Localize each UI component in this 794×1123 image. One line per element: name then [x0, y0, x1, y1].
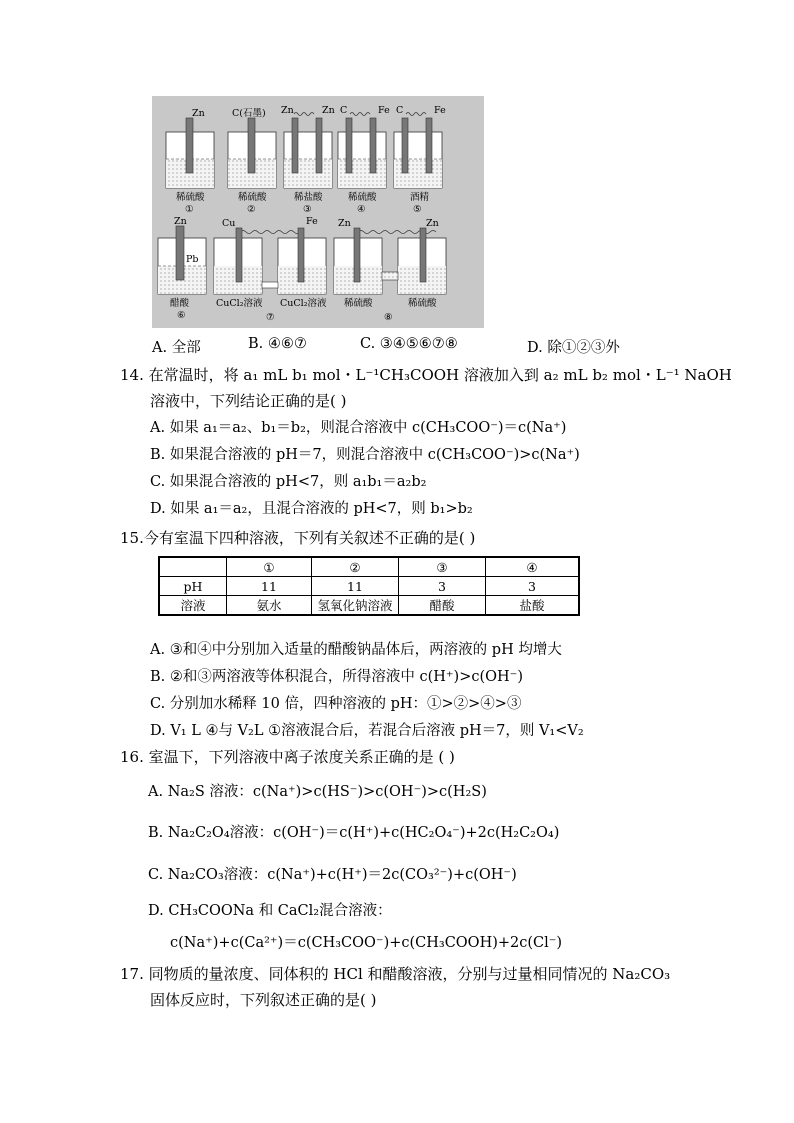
- svg-text:Zn: Zn: [174, 216, 187, 227]
- cell-4: [338, 105, 390, 215]
- svg-text:稀硫酸: 稀硫酸: [238, 192, 267, 203]
- q14-option-d[interactable]: D. 如果 a₁＝a₂，且混合溶液的 pH<7，则 b₁>b₂: [150, 501, 473, 517]
- svg-text:CuCl₂溶液: CuCl₂溶液: [280, 298, 327, 309]
- table-cell: 氨水: [227, 596, 312, 616]
- cell-2: [228, 108, 276, 215]
- cell-6: [158, 216, 206, 321]
- svg-text:C: C: [340, 105, 348, 116]
- svg-text:Fe: Fe: [378, 105, 390, 116]
- table-cell: 3: [486, 577, 580, 596]
- svg-text:Fe: Fe: [434, 105, 446, 116]
- q15-stem: 15.今有室温下四种溶液，下列有关叙述不正确的是( ): [120, 529, 476, 547]
- svg-text:酒精: 酒精: [410, 192, 430, 203]
- q13-option-a[interactable]: A. 全部: [152, 340, 201, 356]
- svg-text:稀硫酸: 稀硫酸: [408, 298, 437, 309]
- svg-text:醋酸: 醋酸: [170, 298, 190, 309]
- svg-text:⑦: ⑦: [266, 312, 275, 323]
- q16-option-d-formula: c(Na⁺)+c(Ca²⁺)＝c(CH₃COO⁻)+c(CH₃COOH)+2c(Cl⁻): [170, 935, 563, 951]
- svg-text:Pb: Pb: [186, 254, 199, 265]
- table-row: [159, 596, 579, 616]
- svg-text:稀硫酸: 稀硫酸: [176, 192, 205, 203]
- table-cell: 11: [312, 577, 399, 596]
- table-cell: ④: [486, 557, 580, 577]
- cell-7: [214, 216, 327, 323]
- q14-option-b[interactable]: B. 如果混合溶液的 pH＝7，则混合溶液中 c(CH₃COO⁻)>c(Na⁺): [150, 447, 580, 463]
- q14-stem-line1: 14. 在常温时，将 a₁ mL b₁ mol・L⁻¹CH₃COOH 溶液加入到 a₂ mL b₂ mol・L⁻¹ NaOH: [120, 366, 732, 384]
- cells-figure: [152, 96, 484, 328]
- svg-text:C: C: [396, 105, 404, 116]
- q16-option-c[interactable]: C. Na₂CO₃溶液：c(Na⁺)+c(H⁺)＝2c(CO₃²⁻)+c(OH⁻): [148, 867, 517, 883]
- q16-option-b[interactable]: B. Na₂C₂O₄溶液：c(OH⁻)＝c(H⁺)+c(HC₂O₄⁻)+2c(H₂C₂O₄): [148, 825, 560, 841]
- q13-option-c[interactable]: C. ③④⑤⑥⑦⑧: [360, 336, 458, 352]
- ph-table: [158, 556, 580, 616]
- q16-stem: 16. 室温下，下列溶液中离子浓度关系正确的是 ( ): [120, 748, 455, 766]
- q14-option-a[interactable]: A. 如果 a₁＝a₂、b₁＝b₂，则混合溶液中 c(CH₃COO⁻)＝c(Na⁺): [150, 420, 567, 436]
- q14-stem-line2: 溶液中，下列结论正确的是( ): [150, 392, 347, 410]
- table-cell: 溶液: [159, 596, 227, 616]
- cell-5: [394, 105, 446, 215]
- table-cell: [159, 557, 227, 577]
- svg-text:稀盐酸: 稀盐酸: [294, 192, 323, 203]
- q16-option-d[interactable]: D. CH₃COONa 和 CaCl₂混合溶液：: [148, 903, 392, 919]
- q14-option-c[interactable]: C. 如果混合溶液的 pH<7，则 a₁b₁＝a₂b₂: [150, 474, 427, 490]
- q15-option-c[interactable]: C. 分别加水稀释 10 倍，四种溶液的 pH：①>②>④>③: [150, 696, 522, 712]
- q15-option-d[interactable]: D. V₁ L ④与 V₂L ①溶液混合后，若混合后溶液 pH＝7，则 V₁<V₂: [150, 723, 584, 739]
- svg-text:④: ④: [357, 204, 366, 215]
- svg-text:③: ③: [303, 204, 312, 215]
- svg-text:Zn: Zn: [426, 218, 439, 229]
- q15-option-a[interactable]: A. ③和④中分别加入适量的醋酸钠晶体后，两溶液的 pH 均增大: [150, 642, 562, 658]
- table-cell: pH: [159, 577, 227, 596]
- svg-text:⑧: ⑧: [384, 312, 393, 323]
- table-row: [159, 577, 579, 596]
- table-cell: ②: [312, 557, 399, 577]
- cell-8: [334, 218, 446, 323]
- table-cell: 氢氧化钠溶液: [312, 596, 399, 616]
- svg-text:⑤: ⑤: [413, 204, 422, 215]
- cell-3: [281, 105, 335, 215]
- svg-text:Cu: Cu: [222, 218, 236, 229]
- svg-text:C(石墨): C(石墨): [232, 108, 266, 119]
- q17-stem-line2: 固体反应时，下列叙述正确的是( ): [150, 991, 377, 1009]
- svg-text:Fe: Fe: [306, 216, 318, 227]
- cells-diagram: [152, 96, 484, 328]
- svg-text:Zn: Zn: [281, 105, 294, 116]
- table-header-row: [159, 557, 579, 577]
- svg-text:①: ①: [185, 204, 194, 215]
- q17-stem-line1: 17. 同物质的量浓度、同体积的 HCl 和醋酸溶液，分别与过量相同情况的 Na₂CO₃: [120, 965, 671, 983]
- table-cell: ①: [227, 557, 312, 577]
- q16-option-a[interactable]: A. Na₂S 溶液：c(Na⁺)>c(HS⁻)>c(OH⁻)>c(H₂S): [148, 784, 487, 800]
- svg-text:稀硫酸: 稀硫酸: [344, 298, 373, 309]
- table-cell: 醋酸: [399, 596, 486, 616]
- svg-text:Zn: Zn: [322, 105, 335, 116]
- table-cell: 盐酸: [486, 596, 580, 616]
- q13-option-b[interactable]: B. ④⑥⑦: [248, 336, 307, 352]
- svg-text:CuCl₂溶液: CuCl₂溶液: [216, 298, 263, 309]
- q15-option-b[interactable]: B. ②和③两溶液等体积混合，所得溶液中 c(H⁺)>c(OH⁻): [150, 669, 523, 685]
- q13-option-d[interactable]: D. 除①②③外: [527, 340, 620, 356]
- cell-1: [166, 108, 214, 215]
- table-cell: ③: [399, 557, 486, 577]
- svg-text:Zn: Zn: [338, 218, 351, 229]
- svg-text:⑥: ⑥: [177, 310, 186, 321]
- svg-text:②: ②: [247, 204, 256, 215]
- svg-text:稀硫酸: 稀硫酸: [348, 192, 377, 203]
- table-cell: 11: [227, 577, 312, 596]
- svg-text:Zn: Zn: [192, 108, 205, 119]
- table-cell: 3: [399, 577, 486, 596]
